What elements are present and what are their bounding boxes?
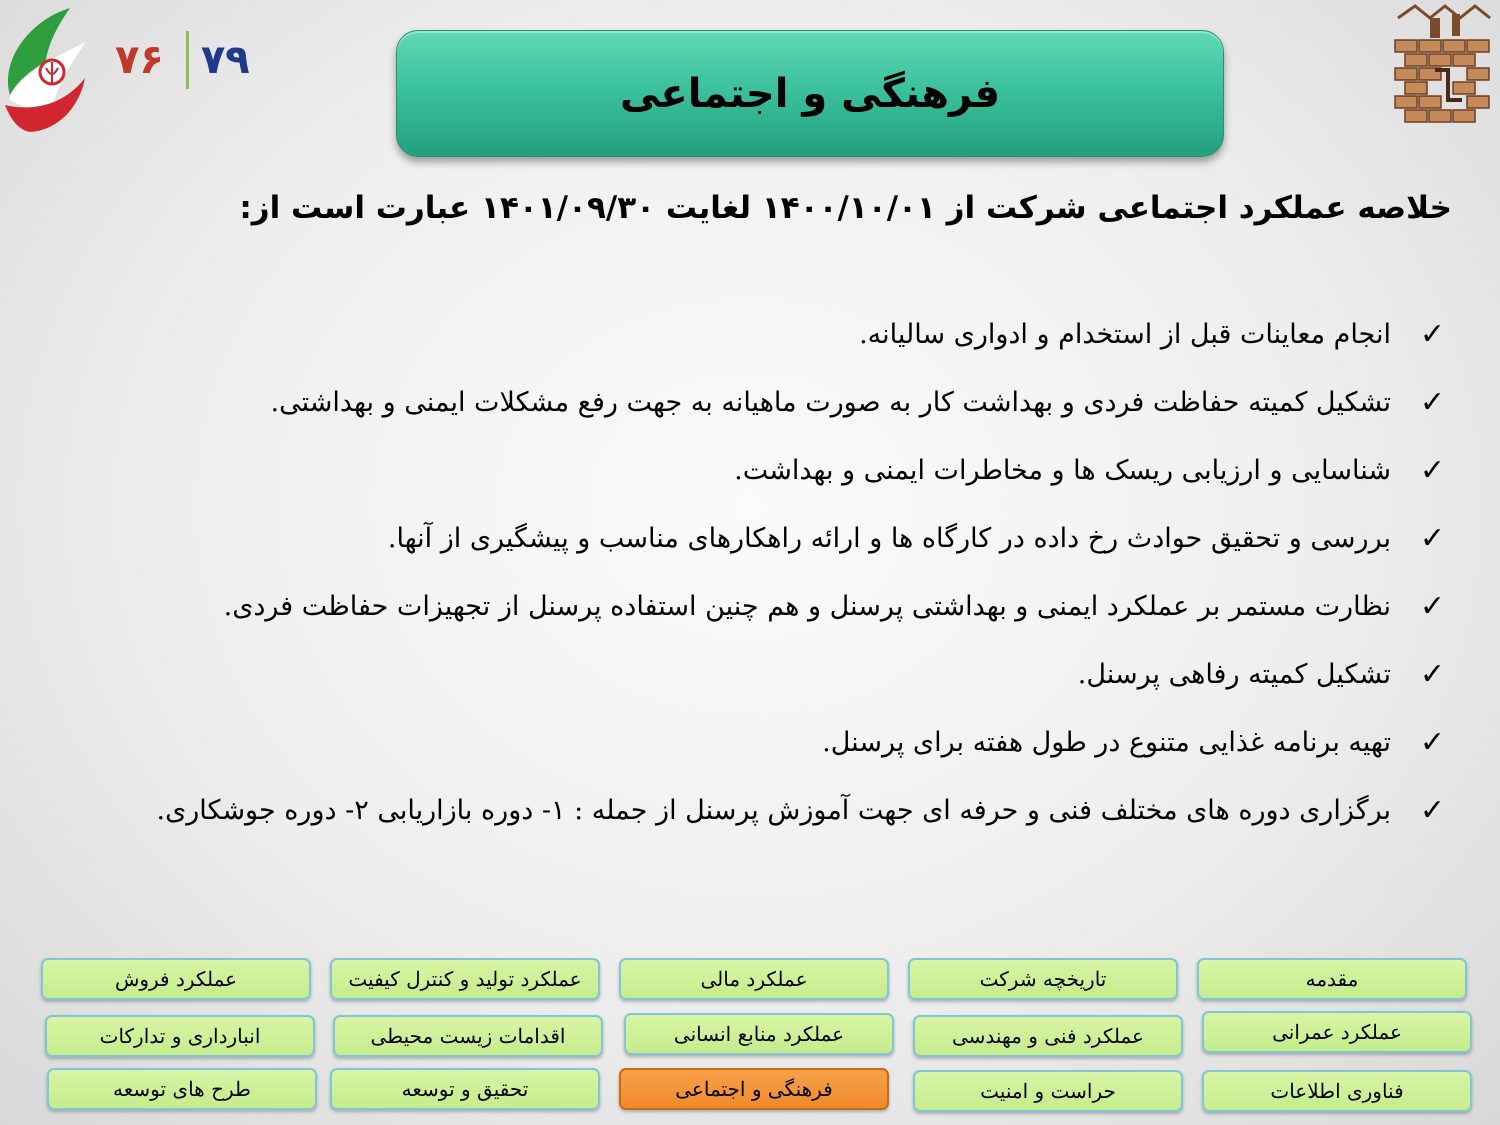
nav-button-finance[interactable]: عملکرد مالی — [619, 958, 889, 1000]
nav-button-research[interactable]: تحقیق و توسعه — [330, 1068, 600, 1110]
nav-button-production[interactable]: عملکرد تولید و کنترل کیفیت — [330, 958, 600, 1000]
checkmark-icon: ✓ — [1419, 520, 1445, 556]
list-item-text: انجام معاینات قبل از استخدام و ادواری سالیانه. — [859, 318, 1391, 350]
nav-button-history[interactable]: تاریخچه شرکت — [908, 958, 1178, 1000]
nav-button-it[interactable]: فناوری اطلاعات — [1202, 1070, 1472, 1112]
list-item — [65, 776, 1445, 844]
nav-button-construction[interactable]: عملکرد عمرانی — [1202, 1011, 1472, 1053]
nav-button-sales[interactable]: عملکرد فروش — [41, 958, 311, 1000]
list-item-text: شناسایی و ارزیابی ریسک ها و مخاطرات ایمنی و بهداشت. — [734, 454, 1391, 486]
checkmark-icon: ✓ — [1419, 588, 1445, 624]
checkmark-icon: ✓ — [1419, 792, 1445, 828]
nav-button-environment[interactable]: اقدامات زیست محیطی — [333, 1015, 603, 1057]
list-item-text: بررسی و تحقیق حوادث رخ داده در کارگاه ها و ارائه راهکارهای مناسب و پیشگیری از آنها. — [387, 522, 1391, 554]
list-item-text: نظارت مستمر بر عملکرد ایمنی و بهداشتی پرسنل و هم چنین استفاده پرسنل از تجهیزات حفاظت فردی. — [223, 590, 1391, 622]
list-item — [65, 300, 1445, 368]
list-item — [65, 572, 1445, 640]
summary-heading: خلاصه عملکرد اجتماعی شرکت از ۱۴۰۰/۱۰/۰۱ لغایت ۱۴۰۱/۰۹/۳۰ عبارت است از: — [239, 190, 1452, 226]
checkmark-icon: ✓ — [1419, 316, 1445, 352]
title-banner — [396, 30, 1224, 157]
page-title: فرهنگی و اجتماعی — [619, 70, 1001, 117]
current-page-number: ۷۶ — [115, 37, 164, 83]
nav-button-security[interactable]: حراست و امنیت — [913, 1070, 1183, 1112]
page-counter — [115, 30, 250, 90]
checkmark-icon: ✓ — [1419, 452, 1445, 488]
emblem-logo-icon — [0, 0, 95, 135]
list-item-text: برگزاری دوره های مختلف فنی و حرفه ای جهت آموزش پرسنل از جمله : ۱- دوره بازاریابی ۲- دوره جوشکاری. — [156, 794, 1391, 826]
checkmark-icon: ✓ — [1419, 384, 1445, 420]
nav-button-development[interactable]: طرح های توسعه — [47, 1068, 317, 1110]
list-item-text: تشکیل کمیته رفاهی پرسنل. — [1077, 658, 1391, 690]
list-item — [65, 708, 1445, 776]
page-separator — [186, 31, 189, 89]
nav-button-hr[interactable]: عملکرد منابع انسانی — [624, 1013, 894, 1055]
list-item-text: تهیه برنامه غذایی متنوع در طول هفته برای پرسنل. — [822, 726, 1391, 758]
activity-list — [65, 300, 1445, 844]
nav-button-culture[interactable]: فرهنگی و اجتماعی — [619, 1068, 889, 1110]
checkmark-icon: ✓ — [1419, 656, 1445, 692]
nav-button-intro[interactable]: مقدمه — [1197, 958, 1467, 1000]
brick-factory-logo-icon — [1390, 0, 1500, 130]
list-item — [65, 436, 1445, 504]
list-item — [65, 640, 1445, 708]
nav-button-engineering[interactable]: عملکرد فنی و مهندسی — [913, 1015, 1183, 1057]
list-item-text: تشکیل کمیته حفاظت فردی و بهداشت کار به صورت ماهیانه به جهت رفع مشکلات ایمنی و بهداشتی. — [270, 386, 1391, 418]
list-item — [65, 368, 1445, 436]
checkmark-icon: ✓ — [1419, 724, 1445, 760]
nav-button-warehouse[interactable]: انبارداری و تدارکات — [45, 1015, 315, 1057]
total-page-number: ۷۹ — [200, 37, 250, 83]
list-item — [65, 504, 1445, 572]
